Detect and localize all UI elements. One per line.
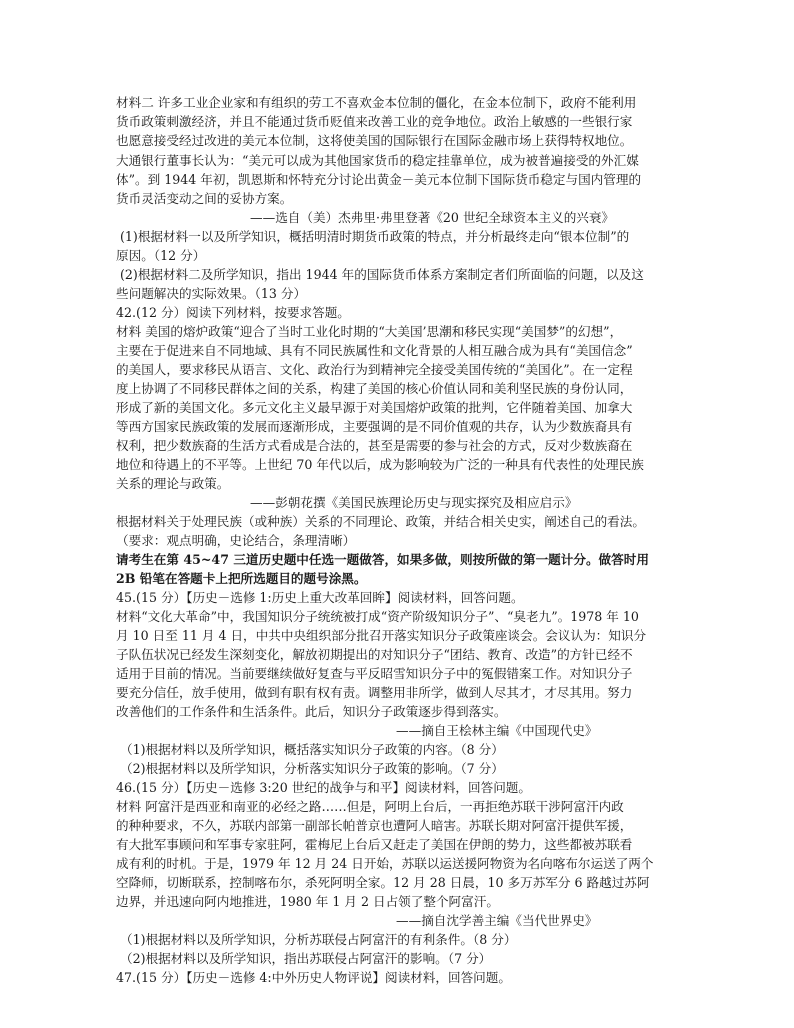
material-line: 子队伍状况已经发生深刻变化，解放初期提出的对知识分子“团结、教育、改造”的方针已经不: [116, 647, 633, 662]
question-item: （2)根据材料以及所学知识，指出苏联侵占阿富汗的影响。（7 分）: [120, 951, 492, 966]
material-line: 等西方国家民族政策的发展而逐渐形成，主要强调的是不同价值观的共存，认为少数族裔具有: [116, 419, 633, 434]
question-prompt: 根据材料关于处理民族（或种族）关系的不同理论、政策，并结合相关史实，阐述自己的看法。: [116, 514, 645, 529]
material-line: 空降师，切断联系，控制喀布尔，杀死阿明全家。12 月 28 日晨，10 多万苏军分 6 路越过苏阿: [116, 875, 650, 890]
material-line: 主要在于促进来自不同地域、具有不同民族属性和文化背景的人相互融合成为具有“美国信念”: [116, 343, 633, 358]
instruction-bold: 2B 铅笔在答题卡上把所选题目的题号涂黑。: [116, 571, 367, 586]
material-line: 材料“文化大革命”中，我国知识分子统统被打成“资产阶级知识分子”、“臭老九”。1978 年 10: [116, 609, 639, 624]
question-item: （1)根据材料以及所学知识，分析苏联侵占阿富汗的有利条件。（8 分）: [120, 932, 517, 947]
question-heading: 46.(15 分）【历史－选修 3:20 世纪的战争与和平】阅读材料，回答问题。: [116, 780, 531, 795]
material-2-line: 材料二 许多工业企业家和有组织的劳工不喜欢金本位制的僵化，在金本位制下，政府不能利用: [116, 95, 637, 110]
question-item: (2)根据材料二及所学知识，指出 1944 年的国际货币体系方案制定者们所面临的问题，以及这: [120, 267, 644, 282]
question-heading: 45.(15 分）【历史－选修 1:历史上重大改革回眸】阅读材料，回答问题。: [116, 590, 524, 605]
source-citation: ——选自（美）杰弗里·弗里登著《20 世纪全球资本主义的兴衰》: [250, 210, 615, 225]
instruction-bold: 请考生在第 45~47 三道历史题中任选一题做答，如果多做，则按所做的第一题计分。做答时用: [116, 552, 649, 567]
material-line: 的种种要求，不久，苏联内部第一副部长帕普京也遭阿人暗害。苏联长期对阿富汗提供军援，: [116, 818, 633, 833]
question-item: （1)根据材料以及所学知识，概括落实知识分子政策的内容。（8 分）: [120, 742, 504, 757]
material-line: 权利，把少数族裔的生活方式看成是合法的，甚至是需要的参与社会的方式，反对少数族裔在: [116, 438, 633, 453]
material-line: 边界，并迅速向阿内地推进，1980 年 1 月 2 日占领了整个阿富汗。: [116, 894, 499, 909]
material-line: 要充分信任，放手使用，做到有职有权有责。调整用非所学，做到人尽其才，才尽其用。努力: [116, 685, 633, 700]
material-2-line: 货币灵活变动之间的妥协方案。: [116, 191, 293, 206]
material-2-line: 货币政策刺激经济，并且不能通过货币贬值来改善工业的竞争地位。政治上敏感的一些银行家: [116, 114, 633, 129]
material-line: 度上协调了不同移民群体之间的关系，构建了美国的核心价值认同和美利坚民族的身份认同，: [116, 381, 633, 396]
question-heading: 42.(12 分）阅读下列材料，按要求答题。: [116, 305, 350, 320]
material-line: 适用于目前的情况。当前要继续做好复查与平反昭雪知识分子中的冤假错案工作。对知识分子: [116, 666, 633, 681]
material-2-line: 体”。到 1944 年初，凯恩斯和怀特充分讨论出黄金－美元本位制下国际货币稳定与国内管理的: [116, 172, 642, 187]
material-line: 地位和待遇上的不平等。上世纪 70 年代以后，成为影响较为广泛的一种具有代表性的处理民族: [116, 457, 644, 472]
material-line: 改善他们的工作条件和生活条件。此后，知识分子政策逐步得到落实。: [116, 704, 507, 719]
material-2-line: 也愿意接受经过改进的美元本位制，这将使美国的国际银行在国际金融市场上获得特权地位。: [116, 133, 633, 148]
material-line: 成有利的时机。于是，1979 年 12 月 24 日开始，苏联以运送援阿物资为名向喀布尔运送了两个: [116, 856, 654, 871]
material-line: 有大批军事顾问和军事专家驻阿，霍梅尼上台后又赶走了美国在伊朗的势力，这些都被苏联看: [116, 837, 633, 852]
question-item: 些问题解决的实际效果。（13 分）: [116, 286, 307, 301]
material-line: 材料 阿富汗是西亚和南亚的必经之路……但是，阿明上台后，一再拒绝苏联干涉阿富汗内政: [116, 799, 624, 814]
question-item: (1)根据材料一以及所学知识，概括明清时期货币政策的特点，并分析最终走向“银本位制”的: [120, 229, 630, 244]
question-item: （2)根据材料以及所学知识，分析落实知识分子政策的影响。（7 分）: [120, 761, 504, 776]
source-citation: ——彭朝花撰《美国民族理论历史与现实探究及相应启示》: [250, 495, 578, 510]
material-line: 形成了新的美国文化。多元文化主义最早源于对美国熔炉政策的批判，它伴随着美国、加拿大: [116, 400, 633, 415]
source-citation: ——摘自沈学善主编《当代世界史》: [396, 913, 598, 928]
question-item: 原因。（12 分）: [116, 248, 206, 263]
material-line: 关系的理论与政策。: [116, 476, 230, 491]
question-requirement: （要求：观点明确，史论结合，条理清晰）: [116, 533, 356, 548]
material-line: 月 10 日至 11 月 4 日，中共中央组织部分批召开落实知识分子政策座谈会。会议认为：知识分: [116, 628, 647, 643]
material-2-line: 大通银行董事长认为：“美元可以成为其他国家货币的稳定挂靠单位，成为被普遍接受的外汇媒: [116, 153, 639, 168]
question-heading: 47.(15 分）【历史－选修 4:中外历史人物评说】阅读材料，回答问题。: [116, 970, 511, 985]
material-line: 的美国人，要求移民从语言、文化、政治行为到精神完全接受美国传统的“美国化”。在一定程: [116, 362, 633, 377]
source-citation: ——摘自王桧林主编《中国现代史》: [396, 723, 598, 738]
material-line: 材料 美国的熔炉政策“迎合了当时工业化时期的“大美国’思潮和移民实现“美国梦”的幻想”，: [116, 324, 623, 339]
